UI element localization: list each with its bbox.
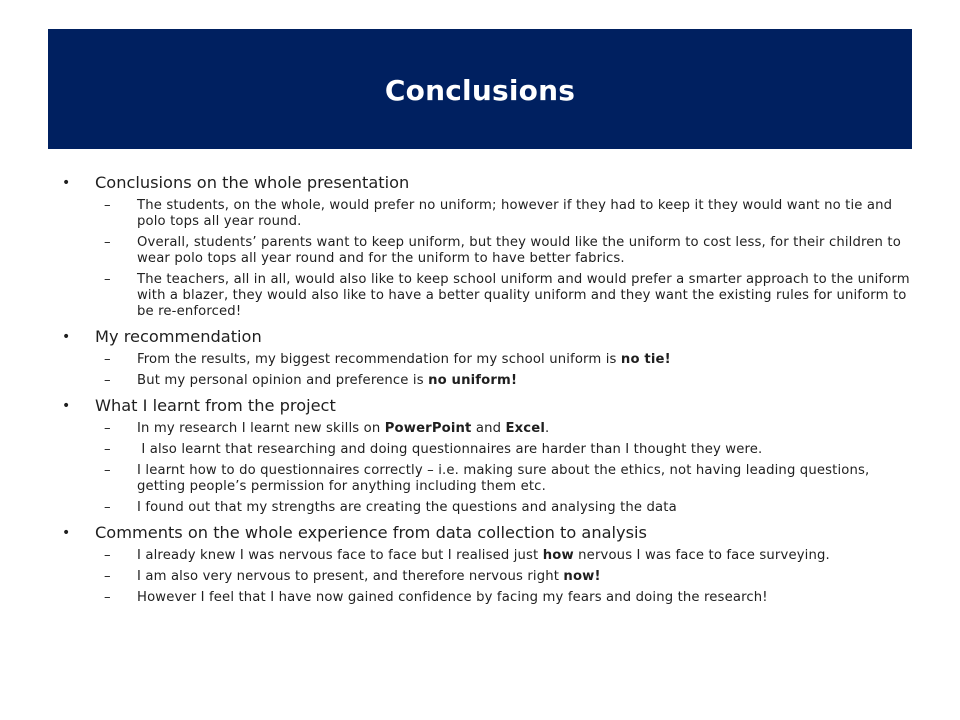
dash-icon: – (104, 590, 111, 605)
sub-item: – The teachers, all in all, would also like to keep school uniform and would prefer a smarter approach to the uniform with a blazer, they would also like to have a better quality uniform and they want the existing rules for uniform to be re-enforced! (104, 272, 910, 319)
sub-list (62, 421, 912, 516)
dash-icon: – (104, 373, 111, 388)
bullet-icon: • (62, 175, 71, 191)
slide-content (62, 172, 912, 612)
dash-icon: – (104, 421, 111, 436)
bullet-icon: • (62, 525, 71, 541)
title-bar (48, 29, 912, 149)
sub-item: – I learnt how to do questionnaires correctly – i.e. making sure about the ethics, not having leading questions, getting people’s permission for anything including them etc. (104, 463, 870, 494)
section-heading: • Comments on the whole experience from data collection to analysis (62, 523, 647, 542)
sub-item: – In my research I learnt new skills on PowerPoint and Excel. (104, 421, 550, 436)
sub-item: – But my personal opinion and preference is no uniform! (104, 373, 518, 388)
bullet-icon: • (62, 329, 71, 345)
sub-item: – The students, on the whole, would prefer no uniform; however if they had to keep it they would want no tie and polo tops all year round. (104, 198, 893, 229)
section-heading: • My recommendation (62, 327, 262, 346)
sub-item: – Overall, students’ parents want to keep uniform, but they would like the uniform to cost less, for their children to wear polo tops all year round and for the uniform to have better fabrics. (104, 235, 901, 266)
bullet-icon: • (62, 398, 71, 414)
sub-item: – However I feel that I have now gained confidence by facing my fears and doing the research! (104, 590, 768, 605)
dash-icon: – (104, 235, 111, 250)
dash-icon: – (104, 463, 111, 478)
dash-icon: – (104, 500, 111, 515)
sub-item: – I found out that my strengths are creating the questions and analysing the data (104, 500, 677, 515)
sub-list (62, 548, 912, 606)
sub-item: – From the results, my biggest recommendation for my school uniform is no tie! (104, 352, 671, 367)
sub-item: – I am also very nervous to present, and therefore nervous right now! (104, 569, 601, 584)
dash-icon: – (104, 442, 111, 457)
dash-icon: – (104, 548, 111, 563)
sub-list (62, 352, 912, 389)
slide-title: Conclusions (384, 74, 576, 107)
dash-icon: – (104, 198, 111, 213)
section-heading: • What I learnt from the project (62, 396, 336, 415)
dash-icon: – (104, 352, 111, 367)
sub-list (62, 198, 912, 320)
sub-item: – I also learnt that researching and doing questionnaires are harder than I thought they were. (104, 442, 763, 457)
section-heading: • Conclusions on the whole presentation (62, 173, 410, 192)
dash-icon: – (104, 569, 111, 584)
sub-item: – I already knew I was nervous face to face but I realised just how nervous I was face to face surveying. (104, 548, 830, 563)
dash-icon: – (104, 272, 111, 287)
